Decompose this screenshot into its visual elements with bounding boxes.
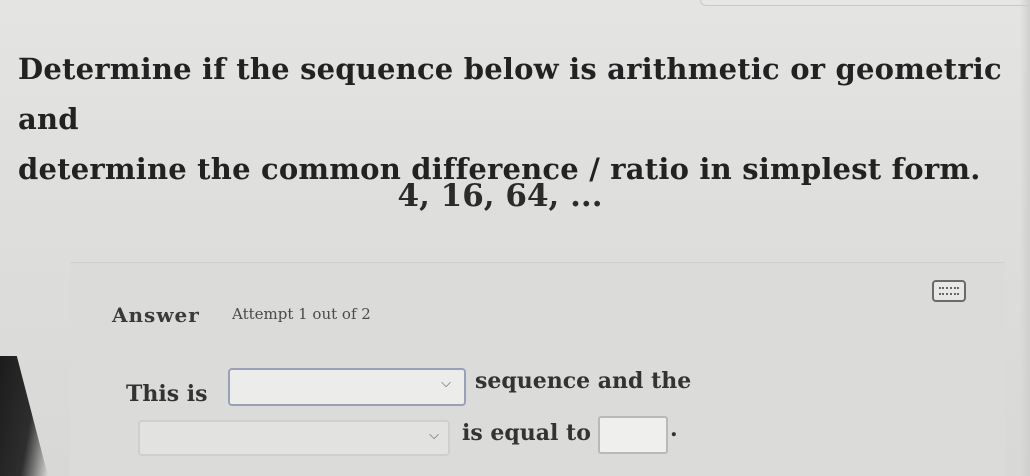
quantity-select[interactable] <box>138 420 450 456</box>
monitor-bezel <box>0 356 48 476</box>
chevron-down-icon: ⌵ <box>441 376 451 391</box>
sequence-type-select[interactable] <box>228 368 466 406</box>
is-equal-to-label: is equal to <box>462 420 591 446</box>
top-frame-edge <box>700 0 1030 6</box>
question-prompt <box>18 44 1018 194</box>
chevron-down-icon: ⌵ <box>429 428 439 443</box>
this-is-label: This is <box>126 381 208 407</box>
keypad-keys <box>939 287 959 295</box>
question-line-1: Determine if the sequence below is arithmetic or geometric and <box>18 52 1002 136</box>
period: . <box>670 416 678 442</box>
sequence-and-the-label: sequence and the <box>475 368 692 394</box>
attempt-counter: Attempt 1 out of 2 <box>232 305 371 323</box>
result-input[interactable] <box>598 416 668 454</box>
keypad-icon[interactable] <box>932 280 966 302</box>
right-edge-shadow <box>1020 0 1030 476</box>
sequence-display: 4, 16, 64, ... <box>397 178 603 214</box>
question-line-2: determine the common difference / ratio in simplest form. <box>18 152 981 186</box>
answer-label: Answer <box>112 303 200 327</box>
